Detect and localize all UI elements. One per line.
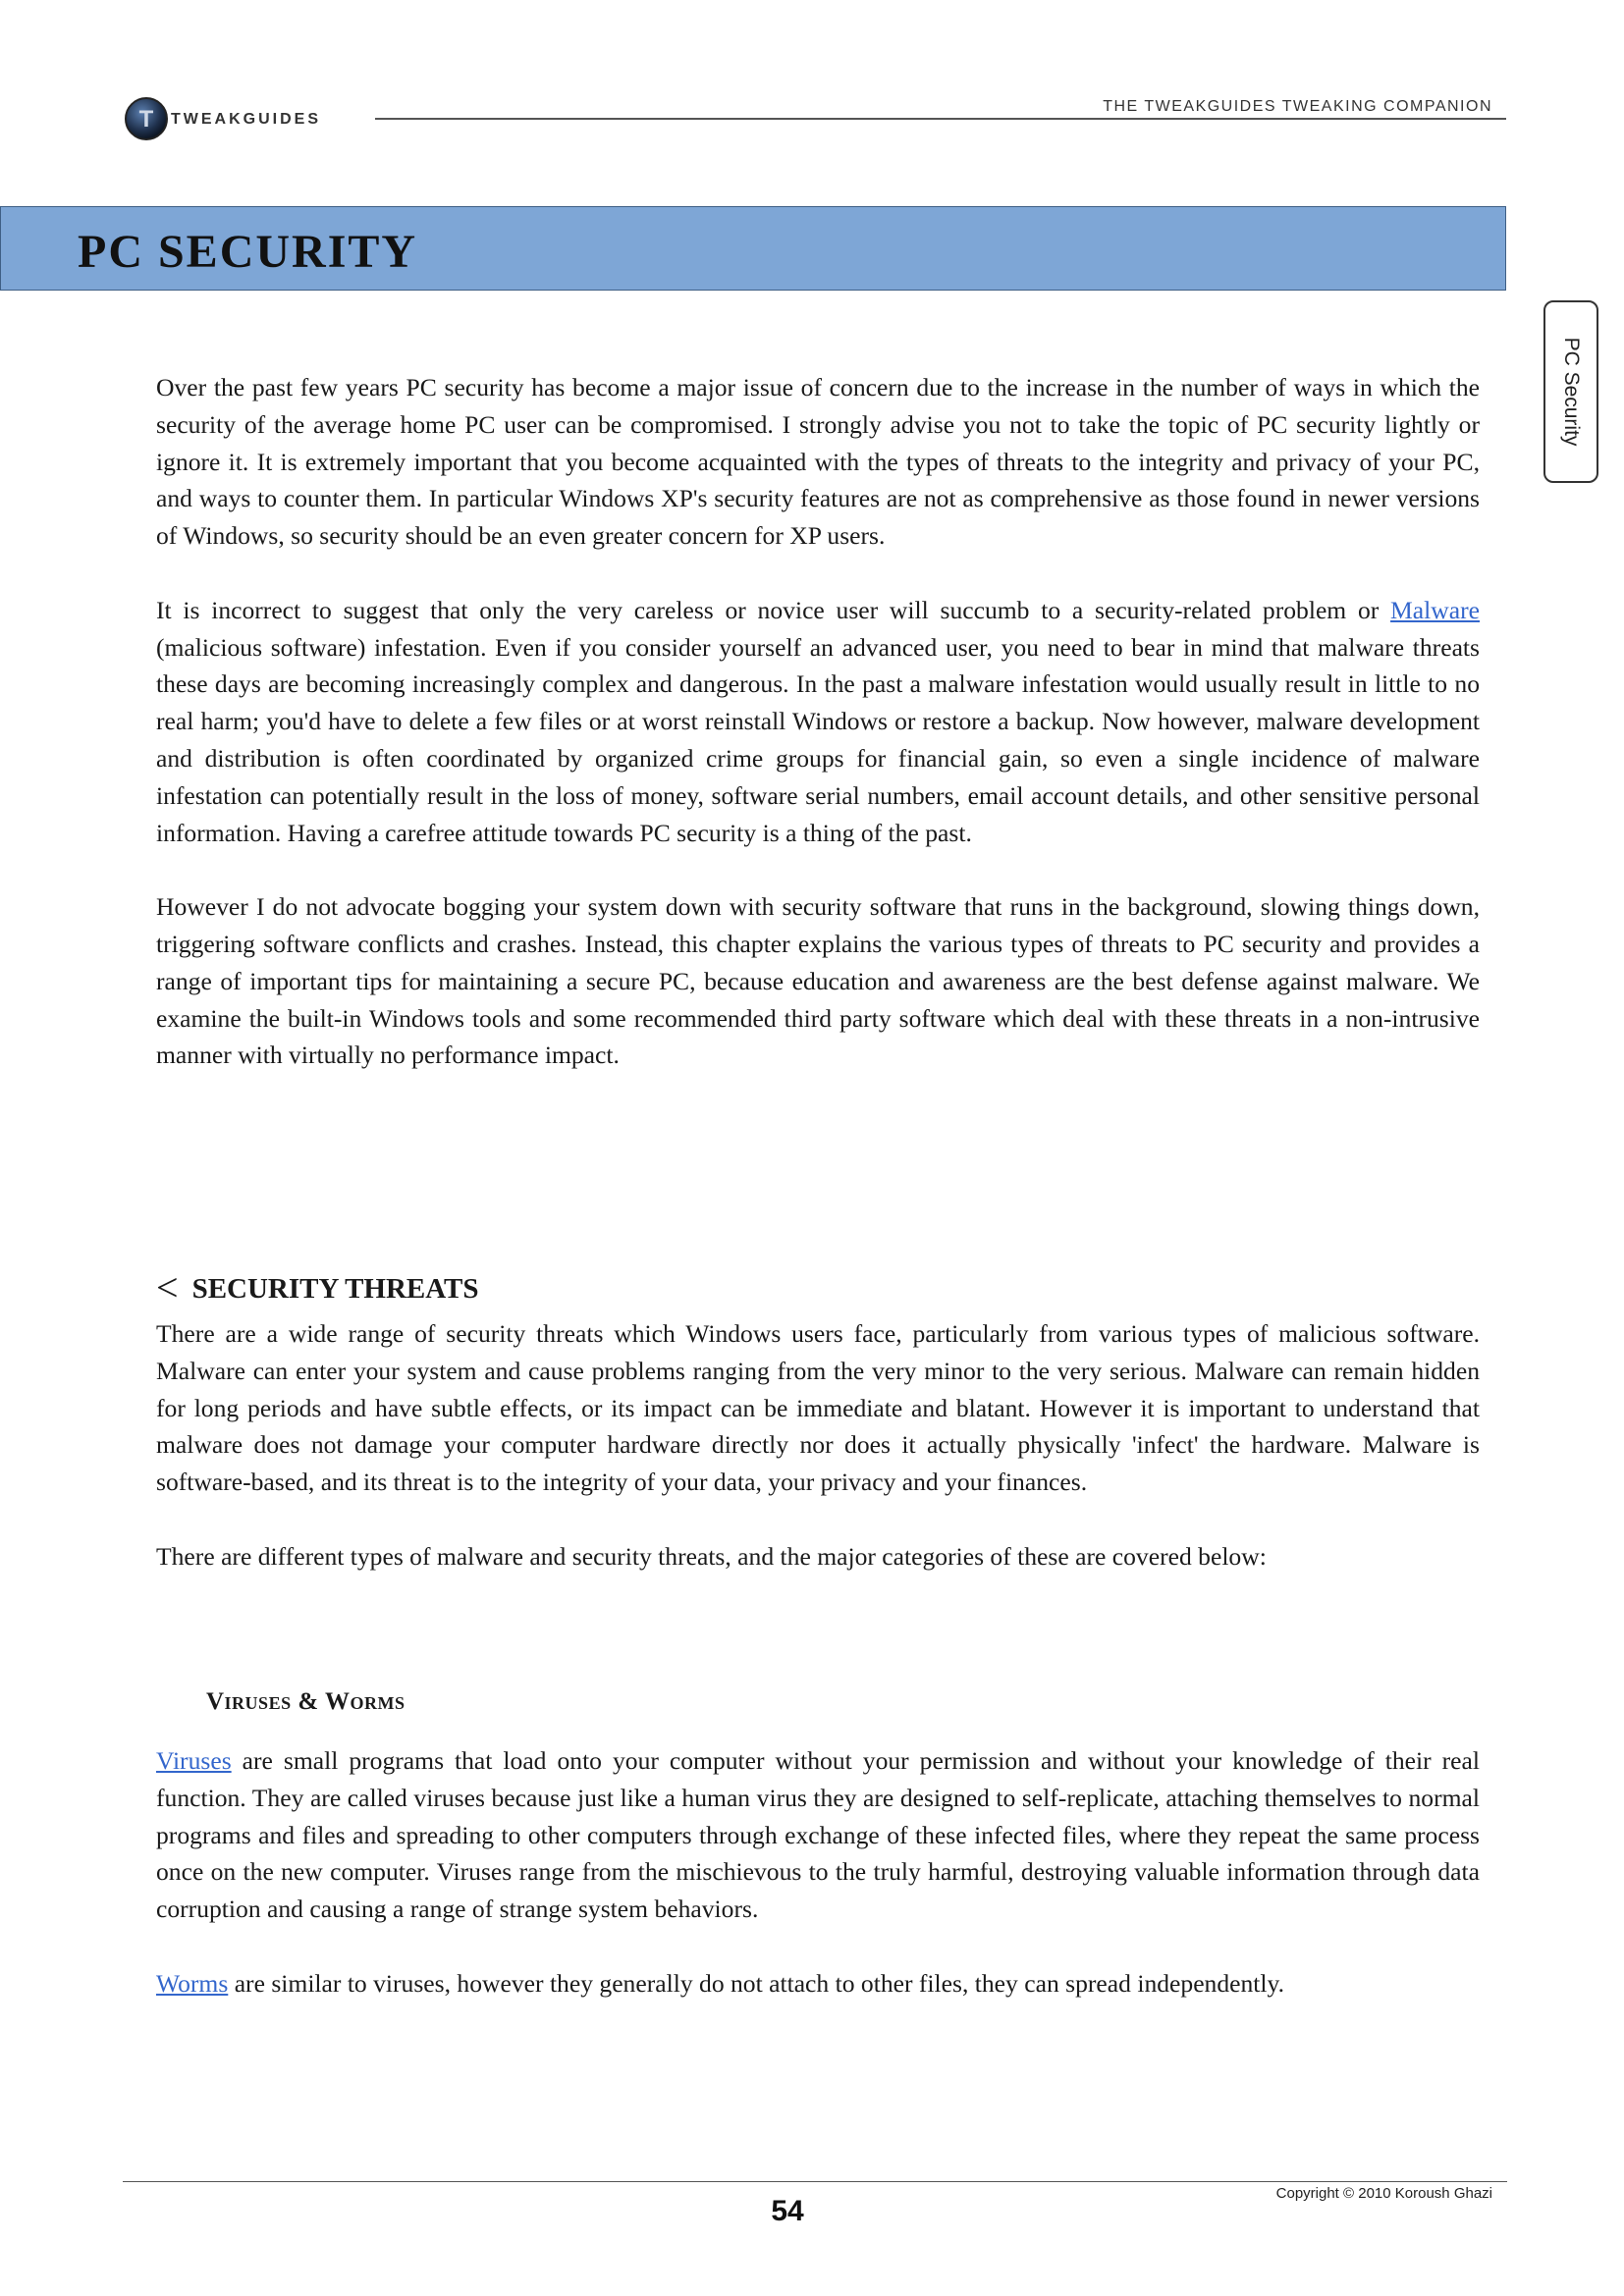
- section-heading-security-threats: [156, 1261, 479, 1308]
- header-rule: [375, 118, 1506, 120]
- threats-paragraph-1: There are a wide range of security threats which Windows users face, particularly from various types of malicious software. Malware can enter your system and cause problems ranging from the very minor to the very serious. Malware can remain hidden for long periods and have subtle effects, or its impact can be immediate and blatant. However it is important to understand that malware does not damage your computer hardware directly nor does it actually physically 'infect' the hardware. Malware is software-based, and its threat is to the integrity of your data, your privacy and your finances.: [156, 1319, 1480, 1497]
- intro-paragraph-3: However I do not advocate bogging your system down with security software that runs in the background, slowing things down, triggering software conflicts and crashes. Instead, this chapter explains the various types of threats to PC security and provides a range of important tips for maintaining a secure PC, because education and awareness are the best defense against malware. We examine the built-in Windows tools and some recommended third party software which deal with these threats in a non-intrusive manner with virtually no performance impact.: [156, 892, 1480, 1070]
- malware-link[interactable]: Malware: [1390, 595, 1480, 624]
- intro-paragraph-1: Over the past few years PC security has become a major issue of concern due to the increase in the number of ways in which the security of the average home PC user can be compromised. I strongly advise you not to take the topic of PC security lightly or ignore it. It is extremely important that you become acquainted with the types of threats to the integrity and privacy of your PC, and ways to counter them. In particular Windows XP's security features are not as comprehensive as those found in newer versions of Windows, so security should be an even greater concern for XP users.: [156, 373, 1480, 551]
- svg-text:T: T: [138, 106, 154, 133]
- logo-globe-icon: [124, 96, 169, 141]
- worms-paragraph: [156, 1965, 1480, 2002]
- intro-p2-text-a: It is incorrect to suggest that only the very careless or novice user will succumb to a security-related problem or: [156, 595, 1391, 624]
- viruses-paragraph: [156, 1742, 1480, 1928]
- chevron-icon: <: [156, 1265, 179, 1309]
- side-tab: [1543, 300, 1598, 483]
- subheading-viruses-worms: Viruses & Worms: [206, 1688, 406, 1715]
- worms-link[interactable]: Worms: [156, 1968, 229, 1998]
- chapter-band: [0, 206, 1506, 291]
- side-tab-label: PC Security: [1560, 337, 1583, 447]
- viruses-paragraph-text: are small programs that load onto your computer without your permission and without your knowledge of their real function. They are called viruses because just like a human virus they are designed to self-replicate, attaching themselves to normal programs and files and spreading to other computers through exchange of these infected files, where they repeat the same process once on the new computer. Viruses range from the mischievous to the truly harmful, destroying valuable information through data corruption and causing a range of strange system behaviors.: [156, 1746, 1480, 1924]
- worms-paragraph-text: are similar to viruses, however they generally do not attach to other files, they can spread independently.: [228, 1968, 1285, 1998]
- threats-paragraph-2: There are different types of malware and security threats, and the major categories of these are covered below:: [156, 1541, 1267, 1571]
- copyright: Copyright © 2010 Koroush Ghazi: [1275, 2185, 1492, 2202]
- page-number: 54: [771, 2195, 804, 2227]
- intro-paragraph-2: [156, 592, 1480, 852]
- viruses-section: [156, 1742, 1480, 2002]
- logo-text: TWEAKGUIDES: [171, 111, 321, 128]
- header-title: THE TWEAKGUIDES TWEAKING COMPANION: [1103, 98, 1492, 115]
- section-heading-text: SECURITY THREATS: [191, 1273, 479, 1305]
- tweakguides-logo: [124, 94, 359, 145]
- chapter-title: PC SECURITY: [78, 226, 418, 278]
- footer-rule: [123, 2181, 1507, 2182]
- intro-section: [156, 369, 1480, 1074]
- threats-section: [156, 1315, 1480, 1575]
- viruses-link[interactable]: Viruses: [156, 1746, 232, 1775]
- intro-p2-text-b: (malicious software) infestation. Even if you consider yourself an advanced user, you need to bear in mind that malware threats these days are becoming increasingly complex and dangerous. In the past a malware infestation would usually result in little to no real harm; you'd have to delete a few files or at worst reinstall Windows or restore a backup. Now however, malware development and distribution is often coordinated by organized crime groups for financial gain, so even a single incidence of malware infestation can potentially result in the loss of money, software serial numbers, email account details, and other sensitive personal information. Having a carefree attitude towards PC security is a thing of the past.: [156, 632, 1480, 847]
